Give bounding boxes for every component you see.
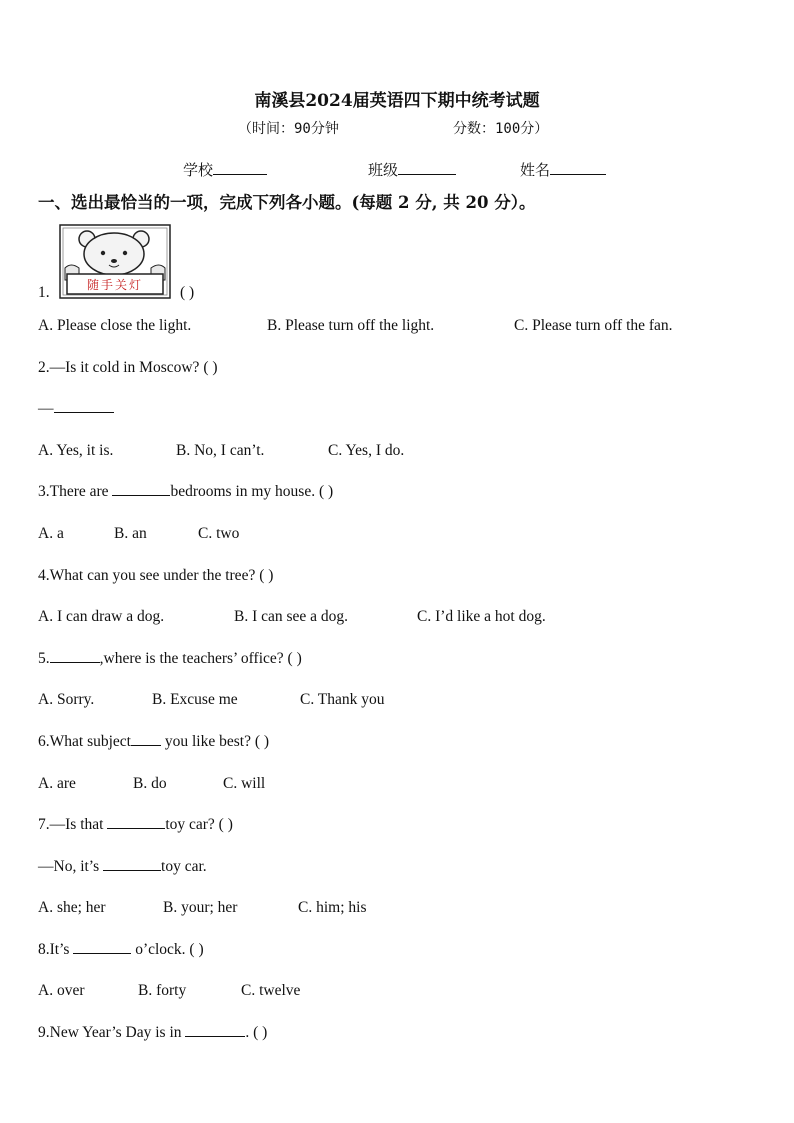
question-5-stem: 5. ,where is the teachers’ office? ( ) bbox=[38, 650, 302, 667]
q2-option-a[interactable]: A. Yes, it is. bbox=[38, 442, 114, 459]
q9-blank[interactable] bbox=[185, 1024, 245, 1037]
q2-option-c[interactable]: C. Yes, I do. bbox=[328, 442, 405, 459]
q1-option-a[interactable]: A. Please close the light. bbox=[38, 317, 192, 334]
question-3-stem: 3.There are bedrooms in my house. ( ) bbox=[38, 483, 334, 500]
sign-caption: 随手关灯 bbox=[86, 278, 143, 292]
q3-option-c[interactable]: C. two bbox=[198, 525, 240, 542]
q4-option-b[interactable]: B. I can see a dog. bbox=[234, 608, 349, 625]
turn-off-light-sign-image bbox=[59, 224, 171, 299]
name-field bbox=[520, 159, 606, 180]
q4-option-a[interactable]: A. I can draw a dog. bbox=[38, 608, 165, 625]
q3-blank[interactable] bbox=[112, 483, 170, 496]
exam-time: （时间：90分钟 bbox=[238, 121, 339, 137]
question-2-reply: — bbox=[38, 400, 114, 418]
name-label: 姓名 bbox=[520, 161, 551, 179]
q1-option-c[interactable]: C. Please turn off the fan. bbox=[514, 317, 673, 334]
q5-option-a[interactable]: A. Sorry. bbox=[38, 691, 95, 708]
question-6-stem: 6.What subject you like best? ( ) bbox=[38, 733, 270, 750]
q6-option-b[interactable]: B. do bbox=[133, 775, 167, 792]
question-1-answer-paren[interactable]: ( ) bbox=[180, 284, 195, 301]
question-8-stem: 8.It’s o’clock. ( ) bbox=[38, 941, 204, 958]
q4-option-c[interactable]: C. I’d like a hot dog. bbox=[417, 608, 546, 625]
q5-blank[interactable] bbox=[50, 650, 100, 663]
page-title: 南溪县2024届英语四下期中统考试题 bbox=[254, 91, 540, 111]
class-field bbox=[368, 159, 456, 180]
q8-blank[interactable] bbox=[73, 941, 131, 954]
q6-option-c[interactable]: C. will bbox=[223, 775, 266, 792]
q6-option-a[interactable]: A. are bbox=[38, 775, 76, 792]
exam-score: 分数：100分） bbox=[453, 121, 549, 137]
question-7-stem: 7.—Is that toy car? ( ) bbox=[38, 816, 233, 833]
q5-option-b[interactable]: B. Excuse me bbox=[152, 691, 238, 708]
q7-option-c[interactable]: C. him; his bbox=[298, 899, 367, 916]
q1-option-b[interactable]: B. Please turn off the light. bbox=[267, 317, 435, 334]
q8-option-a[interactable]: A. over bbox=[38, 982, 85, 999]
name-blank[interactable] bbox=[550, 162, 606, 175]
q7-option-a[interactable]: A. she; her bbox=[38, 899, 106, 916]
question-4-stem: 4.What can you see under the tree? ( ) bbox=[38, 567, 274, 584]
q6-blank[interactable] bbox=[131, 733, 161, 746]
q2-option-b[interactable]: B. No, I can’t. bbox=[176, 442, 265, 459]
q8-option-b[interactable]: B. forty bbox=[138, 982, 187, 999]
question-1-number: 1. bbox=[38, 284, 50, 301]
q7-option-b[interactable]: B. your; her bbox=[163, 899, 238, 916]
question-2-stem: 2.—Is it cold in Moscow? ( ) bbox=[38, 359, 218, 376]
school-field bbox=[183, 159, 267, 180]
question-9-stem: 9.New Year’s Day is in . ( ) bbox=[38, 1024, 268, 1041]
q7-blank-2[interactable] bbox=[103, 858, 161, 871]
q7-blank-1[interactable] bbox=[107, 816, 165, 829]
section-heading: 一、选出最恰当的一项，完成下列各小题。(每题 2 分, 共 20 分）。 bbox=[38, 193, 536, 212]
school-blank[interactable] bbox=[213, 162, 267, 175]
question-7-reply: —No, it’s toy car. bbox=[38, 858, 207, 875]
school-label: 学校 bbox=[183, 161, 214, 179]
q8-option-c[interactable]: C. twelve bbox=[241, 982, 301, 999]
q5-option-c[interactable]: C. Thank you bbox=[300, 691, 385, 708]
q3-option-b[interactable]: B. an bbox=[114, 525, 147, 542]
q2-answer-blank[interactable] bbox=[54, 400, 114, 413]
q3-option-a[interactable]: A. a bbox=[38, 525, 64, 542]
class-label: 班级 bbox=[368, 161, 399, 179]
class-blank[interactable] bbox=[398, 162, 456, 175]
